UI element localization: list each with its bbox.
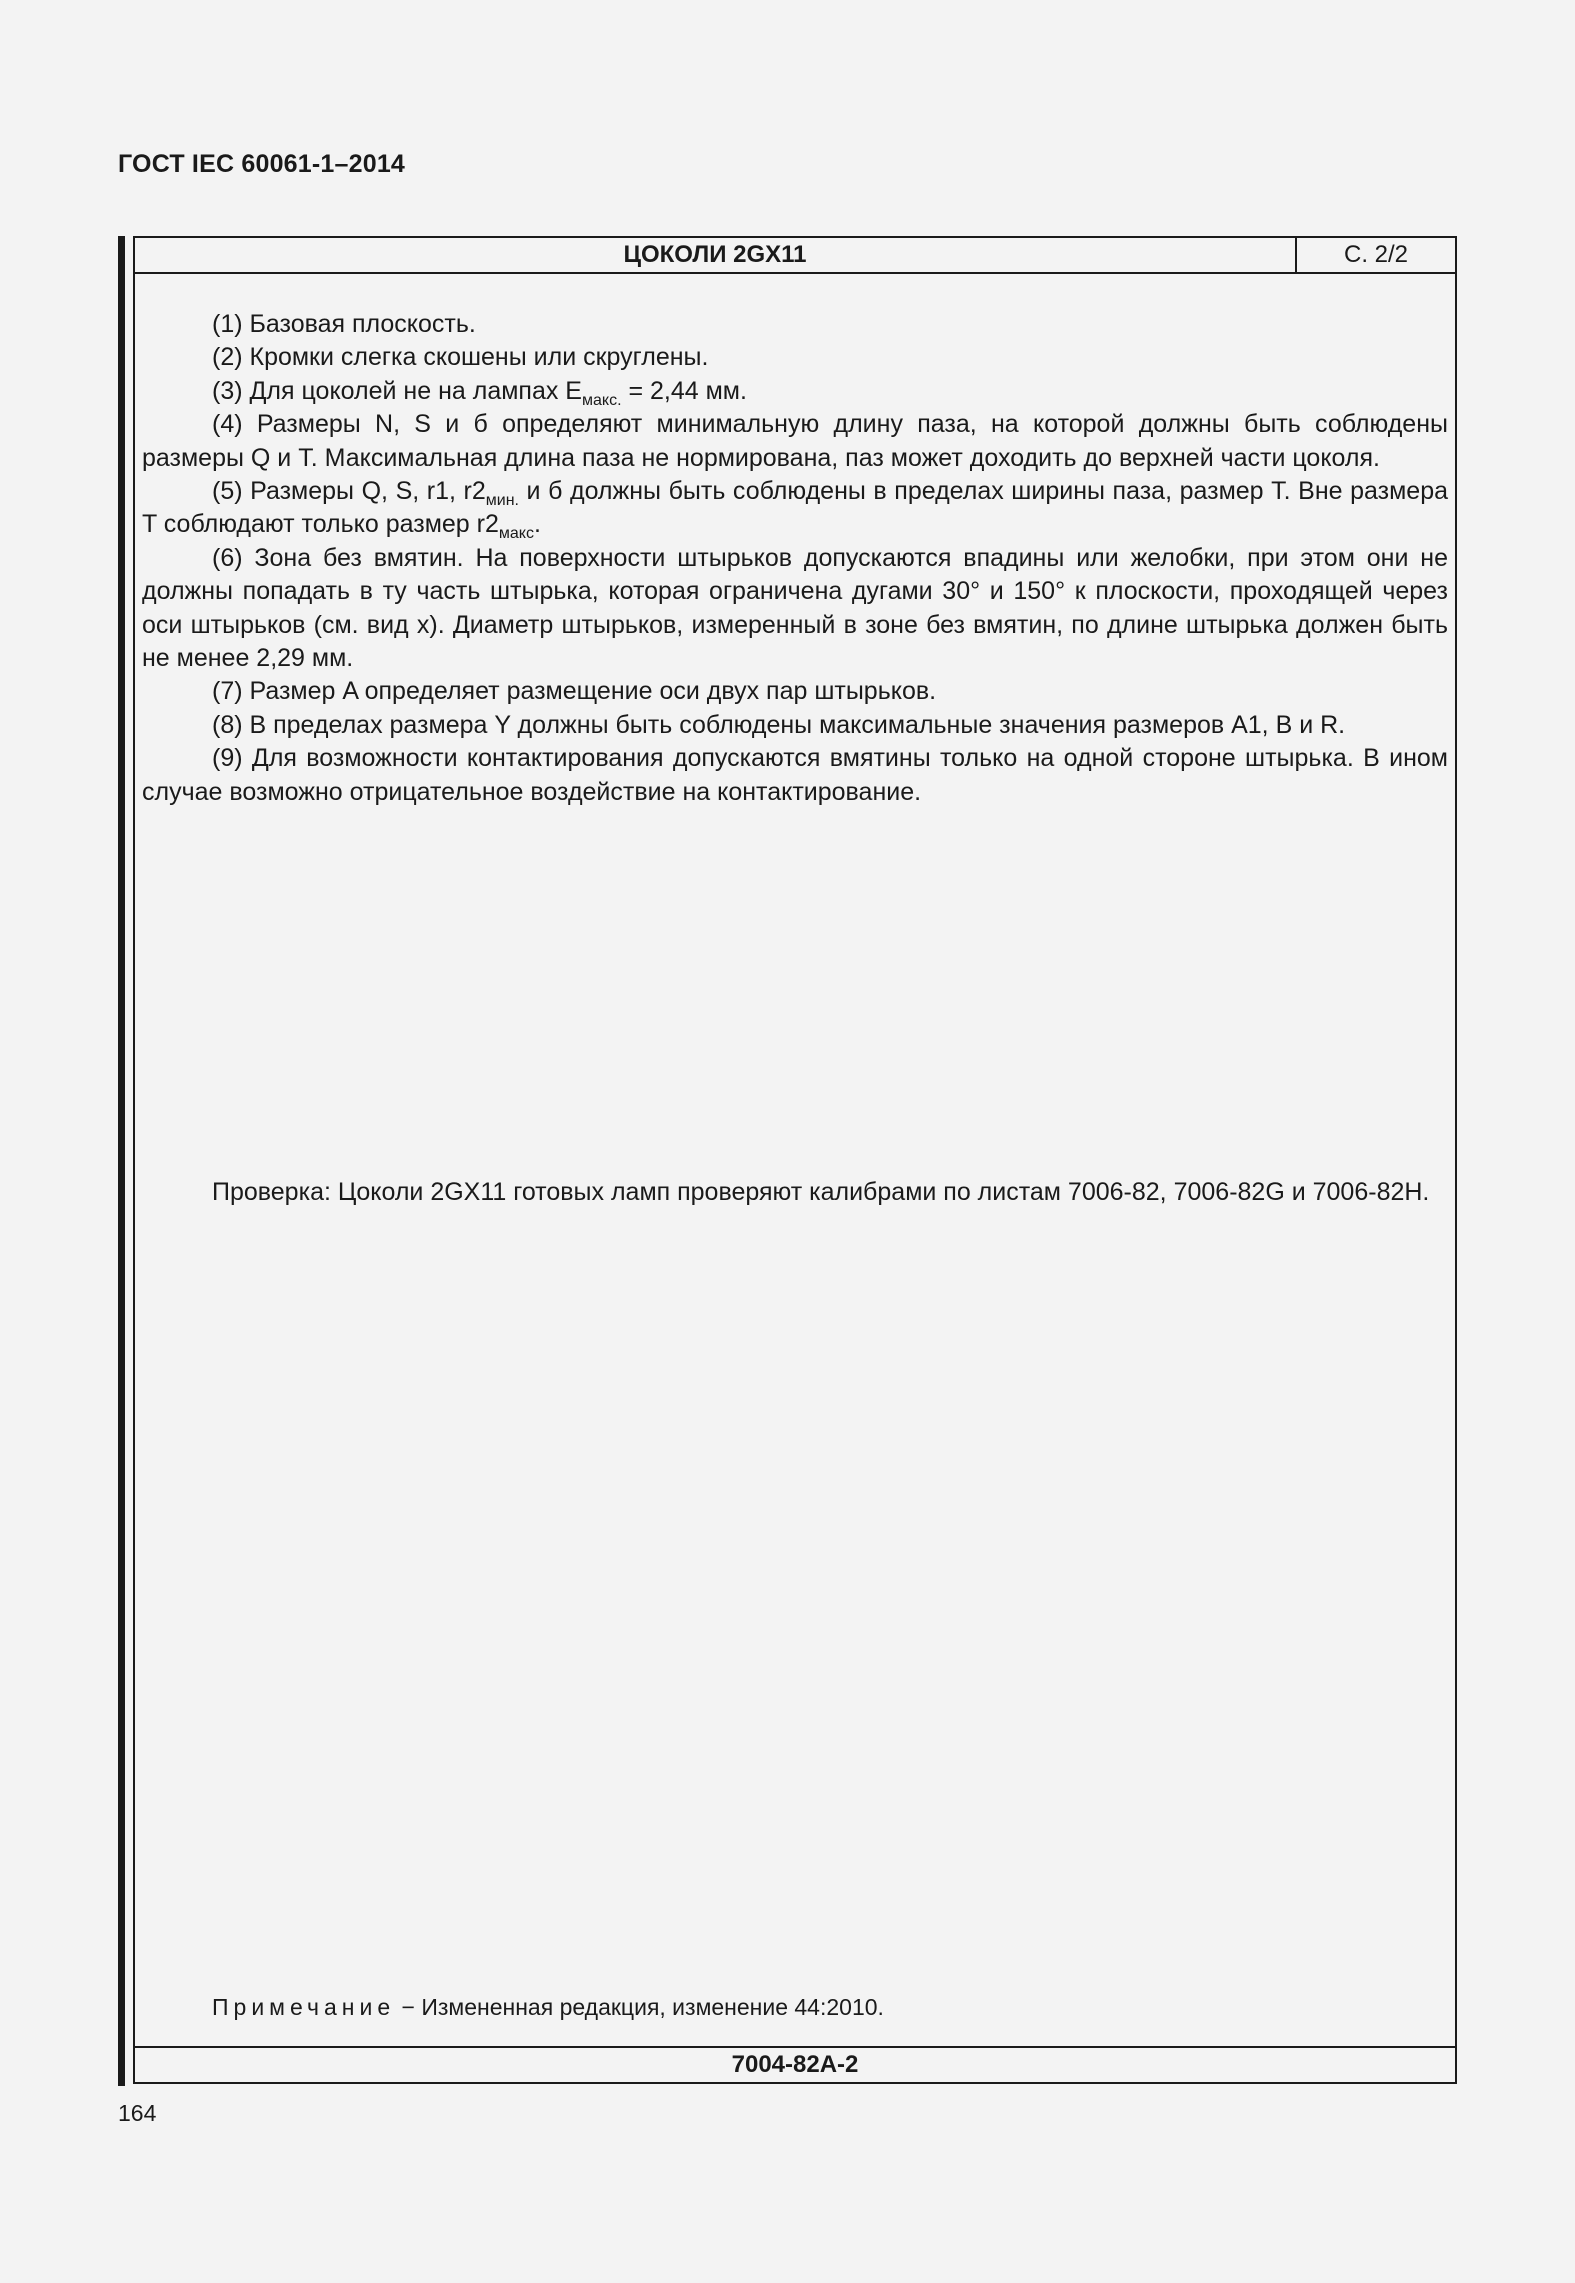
standard-header: ГОСТ IEC 60061-1–2014 — [118, 150, 406, 178]
note-9: (9) Для возможности контактирования допускаются вмятины только на одной стороне штырька. В ином случае возможно отрицательное воздействие на контактирование. — [142, 744, 1448, 806]
note-1: (1) Базовая плоскость. — [212, 310, 476, 338]
note-3 — [142, 375, 1448, 408]
sheet-code: 7004-82А-2 — [135, 2046, 1455, 2082]
note-2: (2) Кромки слегка скошены или скруглены. — [212, 343, 709, 372]
note-5-text-c: . — [533, 510, 541, 539]
check-text: Проверка: Цоколи 2GX11 готовых ламп проверяют калибрами по листам 7006-82, 7006-82G и 7006-82H. — [212, 1178, 1430, 1206]
change-bar — [118, 236, 125, 2086]
check-paragraph — [142, 1176, 1448, 1209]
note-3-text-a: (3) Для цоколей не на лампах E — [212, 376, 582, 405]
note-3-subscript: макс. — [581, 391, 622, 409]
note-5-text-b: и б должны быть соблюдены в пределах ширины паза, размер T. Вне размера T соблюдают только размер r2 — [142, 477, 1449, 539]
sheet-number: С. 2/2 — [1343, 241, 1409, 268]
remark-text: − Измененная редакция, изменение 44:2010. — [395, 1994, 884, 2020]
note-5 — [142, 475, 1448, 542]
note-5-text-a: (5) Размеры Q, S, r1, r2 — [212, 477, 486, 506]
note-6: (6) Зона без вмятин. На поверхности штырьков допускаются впадины или желобки, при этом они не должны попадать в ту часть штырька, которая ограничена дугами 30° и 150° к плоскости, проходящей через оси штырьков (см. вид x). Диаметр штырьков, измеренный в зоне без вмятин, по длине штырька должен быть не менее 2,29 мм. — [142, 543, 1448, 673]
remark — [212, 1994, 884, 2021]
page-number: 164 — [118, 2100, 157, 2126]
note-7: (7) Размер A определяет размещение оси двух пар штырьков. — [212, 677, 937, 706]
note-8: (8) В пределах размера Y должны быть соблюдены максимальные значения размеров A1, B и R. — [212, 710, 1346, 739]
note-5-subscript-max: макс — [498, 525, 534, 543]
remark-label: Примечание — [212, 1994, 396, 2020]
data-sheet-frame — [133, 236, 1457, 2084]
note-3-text-b: = 2,44 мм. — [621, 376, 747, 405]
note-4: (4) Размеры N, S и б определяют минимальную длину паза, на которой должны быть соблюдены размеры Q и T. Максимальная длина паза не нормирована, паз может доходить до верхней части цоколя. — [142, 410, 1448, 472]
sheet-title: ЦОКОЛИ 2GX11 — [135, 238, 1297, 272]
notes-list — [142, 308, 1448, 809]
note-5-subscript-min: мин. — [485, 492, 519, 510]
title-row — [135, 238, 1455, 274]
